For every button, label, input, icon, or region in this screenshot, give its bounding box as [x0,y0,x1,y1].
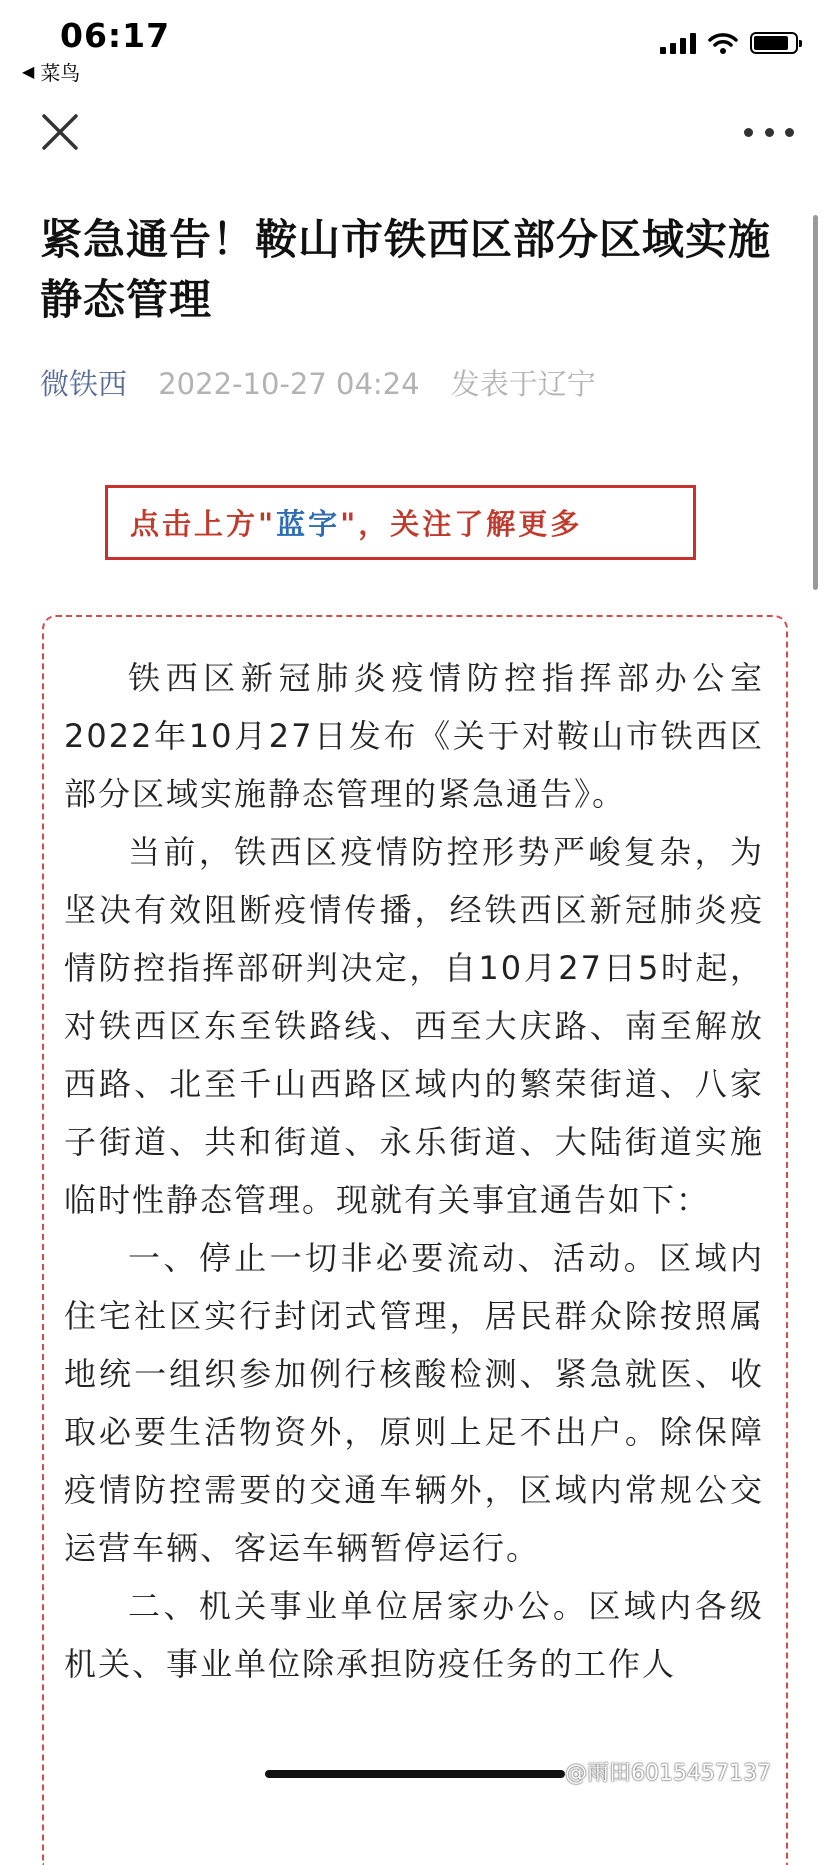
battery-icon [750,32,798,54]
back-app-label: 菜鸟 [40,61,81,85]
close-icon[interactable] [38,110,82,154]
article-title: 紧急通告！鞍山市铁西区部分区域实施静态管理 [40,215,772,324]
follow-banner [105,485,696,560]
publish-date: 2022-10-27 04:24 [158,367,420,401]
follow-highlight: 蓝字 [276,507,341,541]
home-indicator [265,1770,565,1778]
author-link[interactable]: 微铁西 [40,367,128,401]
article-body [42,615,788,1865]
back-to-app-link[interactable] [22,57,80,86]
watermark: @雨田6015457137 [565,1761,771,1786]
cellular-signal-icon [660,32,696,54]
body-paragraph: 一、停止一切非必要流动、活动。区域内住宅社区实行封闭式管理，居民群众除按照属地统一组织参加例行核酸检测、紧急就医、收取必要生活物资外，原则上足不出户。除保障疫情防控需要的交通车辆外，区域内常规公交运营车辆、客运车辆暂停运行。 [64,1239,764,1567]
body-paragraph: 二、机关事业单位居家办公。区域内各级机关、事业单位除承担防疫任务的工作人 [64,1587,764,1683]
body-paragraph: 铁西区新冠肺炎疫情防控指挥部办公室2022年10月27日发布《关于对鞍山市铁西区部分区域实施静态管理的紧急通告》。 [64,659,764,813]
status-icons [660,32,798,54]
scrollbar[interactable] [813,215,818,590]
body-paragraph: 当前，铁西区疫情防控形势严峻复杂，为坚决有效阻断疫情传播，经铁西区新冠肺炎疫情防控指挥部研判决定，自10月27日5时起，对铁西区东至铁路线、西至大庆路、南至解放西路、北至千山西路区域内的繁荣街道、八家子街道、共和街道、永乐街道、大陆街道实施临时性静态管理。现就有关事宜通告如下： [64,833,764,1219]
more-icon[interactable] [744,112,794,152]
article-meta [40,362,596,403]
follow-prefix: 点击上方" [130,507,277,541]
wifi-icon [708,32,738,54]
status-bar [0,0,828,90]
status-time: 06:17 [60,16,171,55]
follow-suffix: "，关注了解更多 [340,507,583,541]
back-triangle-icon: ◀ [22,62,35,81]
publish-location: 发表于辽宁 [450,367,596,401]
